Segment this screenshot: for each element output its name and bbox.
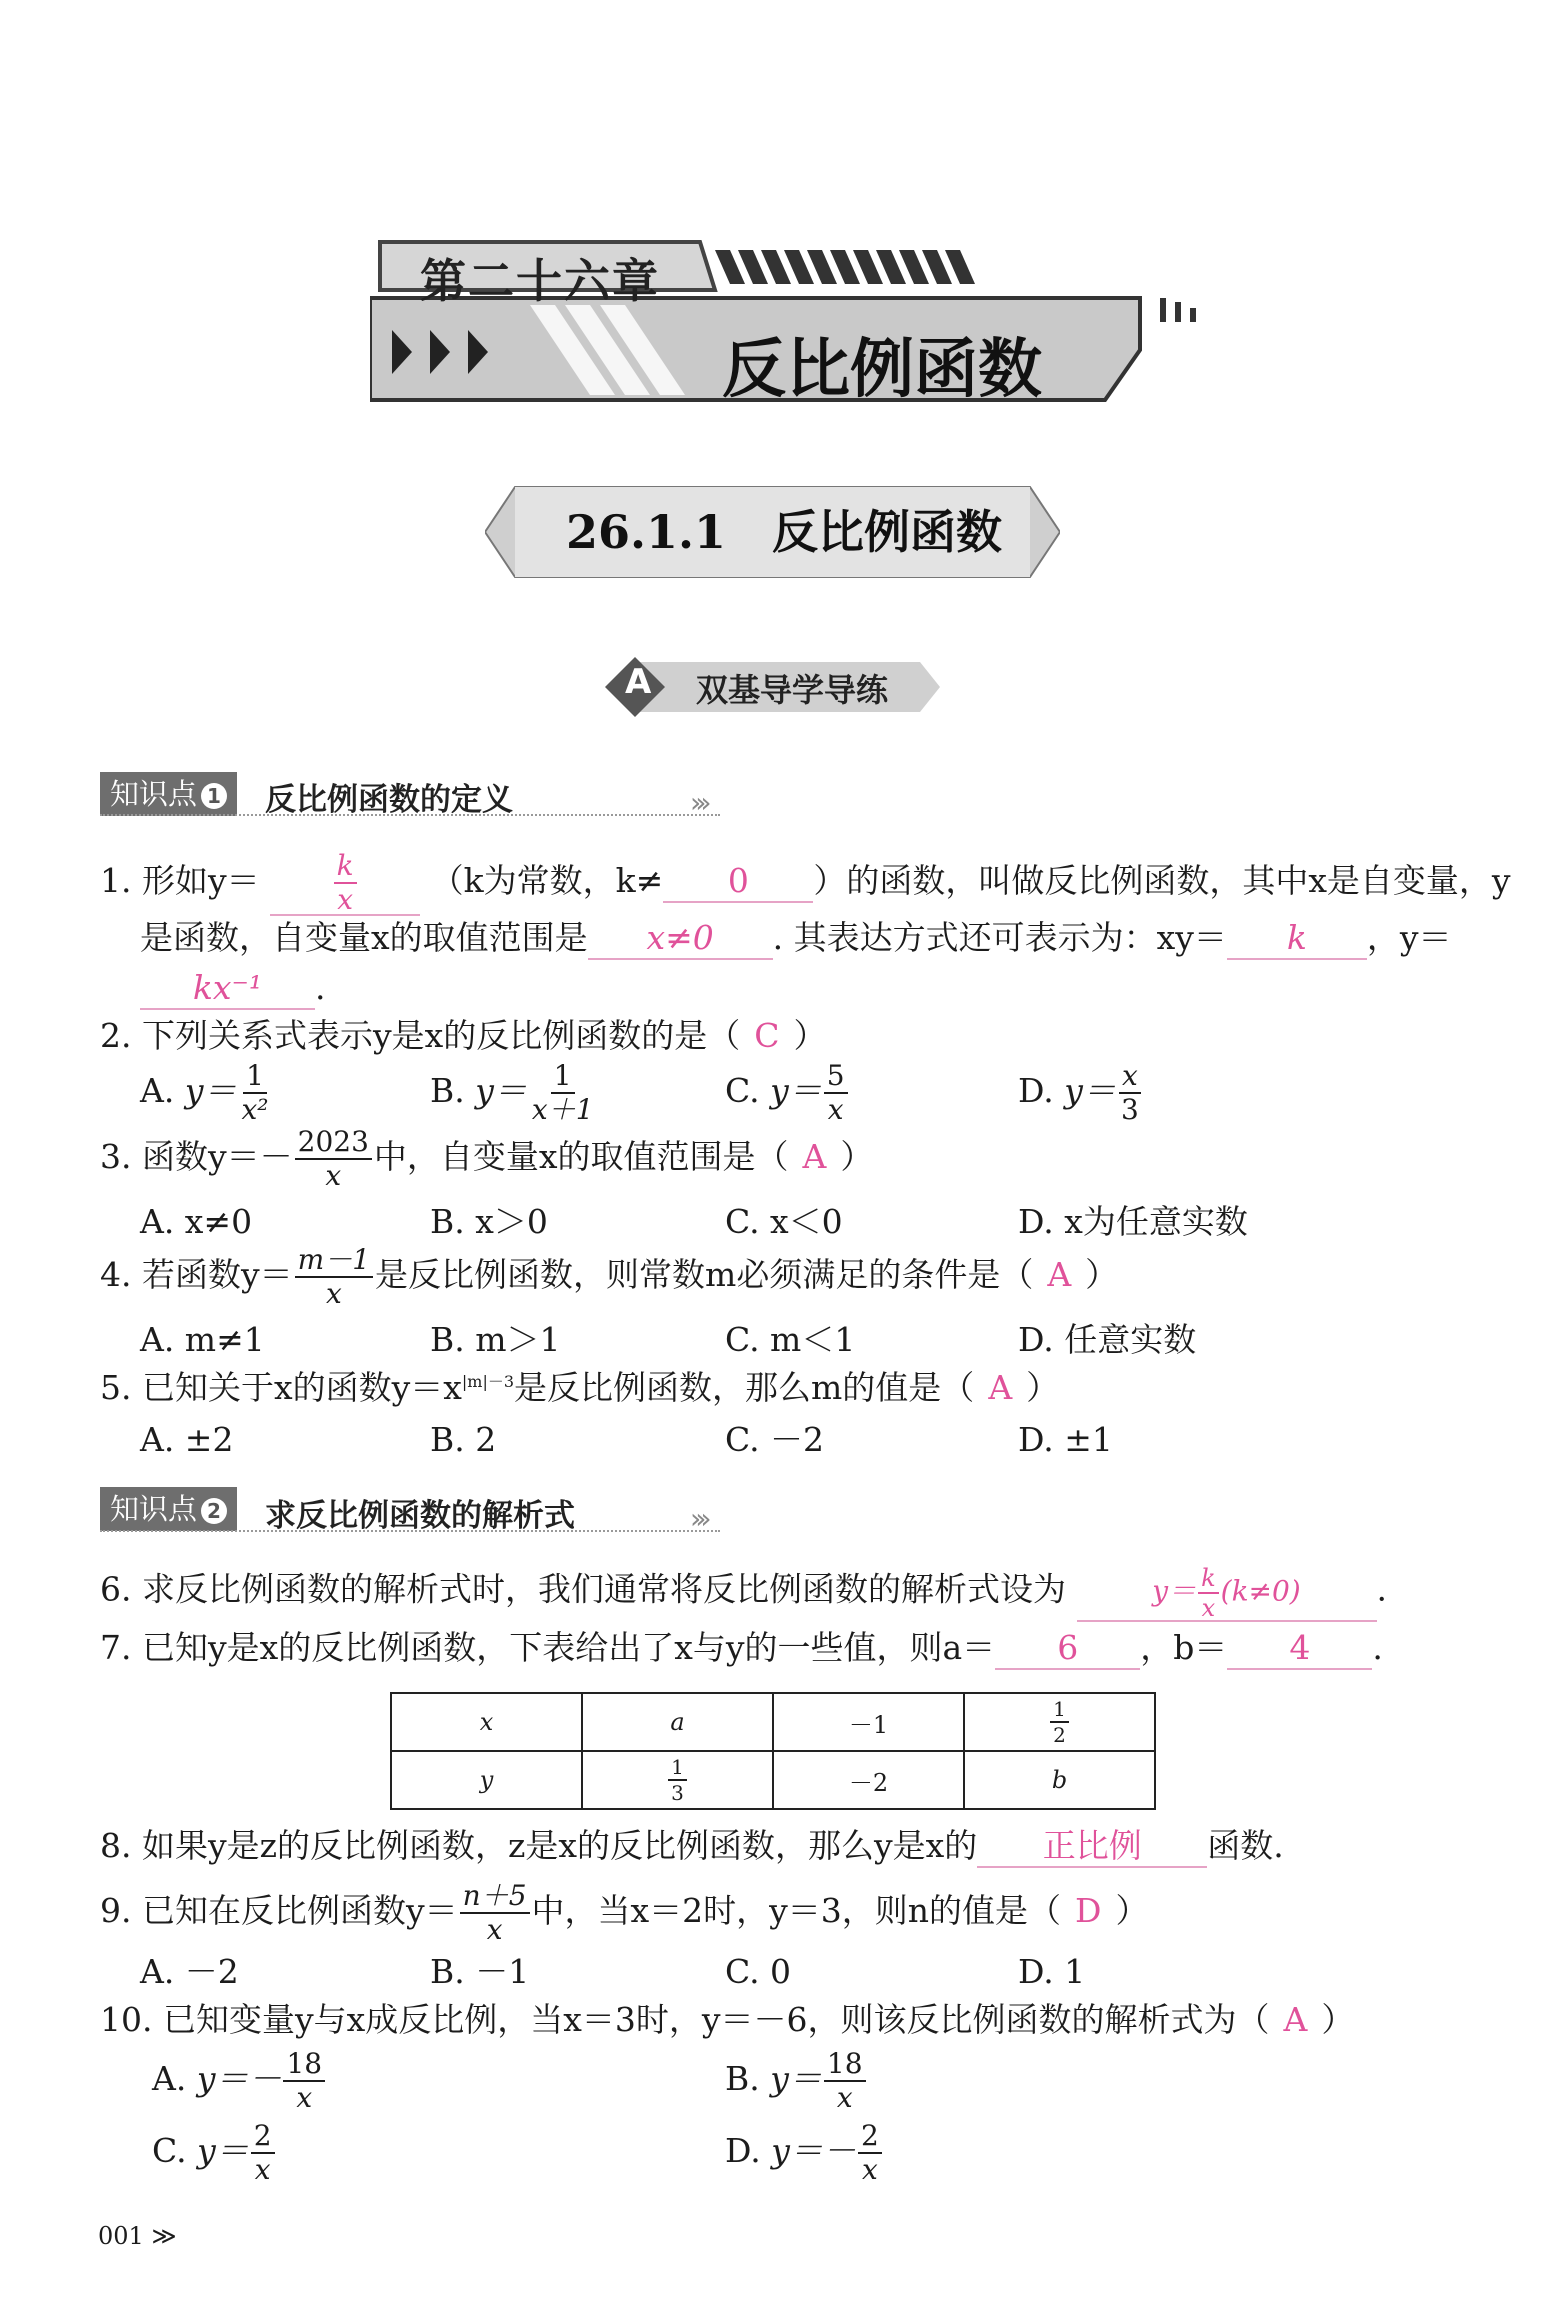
kp1-line xyxy=(100,814,720,816)
question-7: 7. 已知y是x的反比例函数，下表给出了x与y的一些值，则a＝ 6 ，b＝ 4 . xyxy=(100,1628,1383,1670)
kp2-title: 求反比例函数的解析式 xyxy=(265,1498,575,1534)
q1-answer-fraction: $\frac{k}{x}$ xyxy=(334,852,357,914)
q9-option-d: D. 1 xyxy=(1018,1952,1086,1991)
table-cell: x xyxy=(391,1693,582,1751)
q2-option-b: B. y＝ $\frac{1}{x+1}$ xyxy=(430,1059,594,1126)
table-cell-fraction: $\frac{1}{2}$ xyxy=(964,1693,1155,1751)
question-2: 2. 下列关系式表示y是x的反比例函数的是（ C ） xyxy=(100,1016,827,1055)
question-5: 5. 已知关于x的函数$y=x^{|m|-3}$是反比例函数，那么m的值是（ A ） xyxy=(100,1368,1060,1407)
q7-value-table xyxy=(390,1692,1156,1810)
question-9: 9. 已知在反比例函数y＝ $\frac{n+5}{x}$ 中，当x＝2时，y＝3，则n的值是（ D ） xyxy=(100,1879,1149,1946)
q2-option-c: C. y＝ $\frac{5}{x}$ xyxy=(725,1062,850,1124)
q3-answer: A xyxy=(802,1137,827,1176)
question-1-line1: 1. 形如y＝ $\frac{k}{x}$ （k为常数，k≠ 0 ）的函数，叫做反比例函数，其中x是自变量，y xyxy=(100,849,1511,916)
chapter-label: 第二十六章 xyxy=(420,254,660,308)
badge-text: 双基导学导练 xyxy=(696,671,889,709)
question-6: 6. 求反比例函数的解析式时，我们通常将反比例函数的解析式设为 y＝ $\frac{k}{x}$ (k≠0) . xyxy=(100,1564,1387,1622)
table-cell: a xyxy=(582,1693,773,1751)
question-4: 4. 若函数y＝ $\frac{m-1}{x}$ 是反比例函数，则常数m必须满足的条件是（ A ） xyxy=(100,1243,1119,1310)
q3-option-a: A. x≠0 xyxy=(140,1202,253,1241)
q4-option-a: A. m≠1 xyxy=(140,1320,265,1359)
q8-blank: 正比例 xyxy=(977,1826,1207,1868)
q10-option-d: D. y＝－ $\frac{2}{x}$ xyxy=(725,2122,884,2184)
q1-blank-range: x≠0 xyxy=(588,918,773,960)
kp1-title: 反比例函数的定义 xyxy=(265,782,513,818)
q10-option-b: B. y＝ $\frac{18}{x}$ xyxy=(725,2050,868,2112)
q3-option-d: D. x为任意实数 xyxy=(1018,1202,1248,1241)
q10-option-c: C. y＝ $\frac{2}{x}$ xyxy=(152,2122,277,2184)
q1-blank-kx: kx⁻¹ xyxy=(140,968,315,1010)
q4-option-d: D. 任意实数 xyxy=(1018,1320,1197,1359)
chapter-title: 反比例函数 xyxy=(722,333,1042,407)
q4-option-c: C. m＜1 xyxy=(725,1320,856,1359)
q2-option-d: D. y＝ $\frac{x}{3}$ xyxy=(1018,1059,1139,1126)
q1-blank-xy: k xyxy=(1227,918,1367,960)
kp1-chevrons: ››› xyxy=(690,786,706,819)
section-title: 26.1.1 反比例函数 xyxy=(566,505,1003,559)
table-cell: －2 xyxy=(773,1751,964,1809)
question-8: 8. 如果y是z的反比例函数，z是x的反比例函数，那么y是x的 正比例 函数. xyxy=(100,1826,1284,1868)
kp2-badge xyxy=(100,1487,237,1531)
table-row xyxy=(391,1751,1155,1809)
q3-option-b: B. x＞0 xyxy=(430,1202,548,1241)
q1-blank-k: 0 xyxy=(663,861,813,903)
q6-answer: y＝ $\frac{k}{x}$ (k≠0) xyxy=(1077,1566,1377,1622)
kp1-badge xyxy=(100,772,237,816)
table-row xyxy=(391,1693,1155,1751)
table-cell: －1 xyxy=(773,1693,964,1751)
q9-answer: D xyxy=(1075,1891,1102,1930)
q10-option-a: A. y＝－ $\frac{18}{x}$ xyxy=(152,2050,327,2112)
q4-option-b: B. m＞1 xyxy=(430,1320,561,1359)
q9-option-a: A. －2 xyxy=(140,1952,239,1991)
table-cell-fraction: $\frac{1}{3}$ xyxy=(582,1751,773,1809)
q3-option-c: C. x＜0 xyxy=(725,1202,843,1241)
question-10: 10. 已知变量y与x成反比例，当x＝3时，y＝－6，则该反比例函数的解析式为（ A ） xyxy=(100,2000,1355,2039)
q5-option-b: B. 2 xyxy=(430,1420,497,1459)
question-1-line3: kx⁻¹ . xyxy=(140,968,326,1010)
question-3: 3. 函数y＝－ $\frac{2023}{x}$ 中，自变量x的取值范围是（ A ） xyxy=(100,1125,874,1192)
q5-answer: A xyxy=(988,1368,1013,1407)
kp1-label: 知识点 xyxy=(110,777,198,811)
kp2-chevrons: ››› xyxy=(690,1502,706,1535)
page-number: 001 ≫ xyxy=(98,2222,177,2250)
q9-option-c: C. 0 xyxy=(725,1952,792,1991)
q5-option-d: D. ±1 xyxy=(1018,1420,1113,1459)
table-cell: y xyxy=(391,1751,582,1809)
q10-answer: A xyxy=(1283,2000,1308,2039)
question-1-line2: 是函数，自变量x的取值范围是 x≠0 . 其表达方式还可表示为：xy＝ k ，y＝ xyxy=(140,918,1452,960)
q5-option-a: A. ±2 xyxy=(140,1420,234,1459)
kp2-num: 2 xyxy=(201,1498,227,1524)
q7-blank-b: 4 xyxy=(1227,1628,1372,1670)
q7-blank-a: 6 xyxy=(995,1628,1140,1670)
q4-answer: A xyxy=(1047,1255,1072,1294)
kp1-num: 1 xyxy=(201,783,227,809)
badge-letter: A xyxy=(625,662,652,702)
q2-option-a: A. y＝ $\frac{1}{\text{x²}}$ xyxy=(140,1059,269,1126)
q5-option-c: C. －2 xyxy=(725,1420,825,1459)
kp2-line xyxy=(100,1530,720,1532)
q9-option-b: B. －1 xyxy=(430,1952,530,1991)
footer-arrows: ≫ xyxy=(151,2222,177,2250)
table-cell: b xyxy=(964,1751,1155,1809)
kp2-label: 知识点 xyxy=(110,1492,198,1526)
q2-answer: C xyxy=(754,1016,780,1055)
